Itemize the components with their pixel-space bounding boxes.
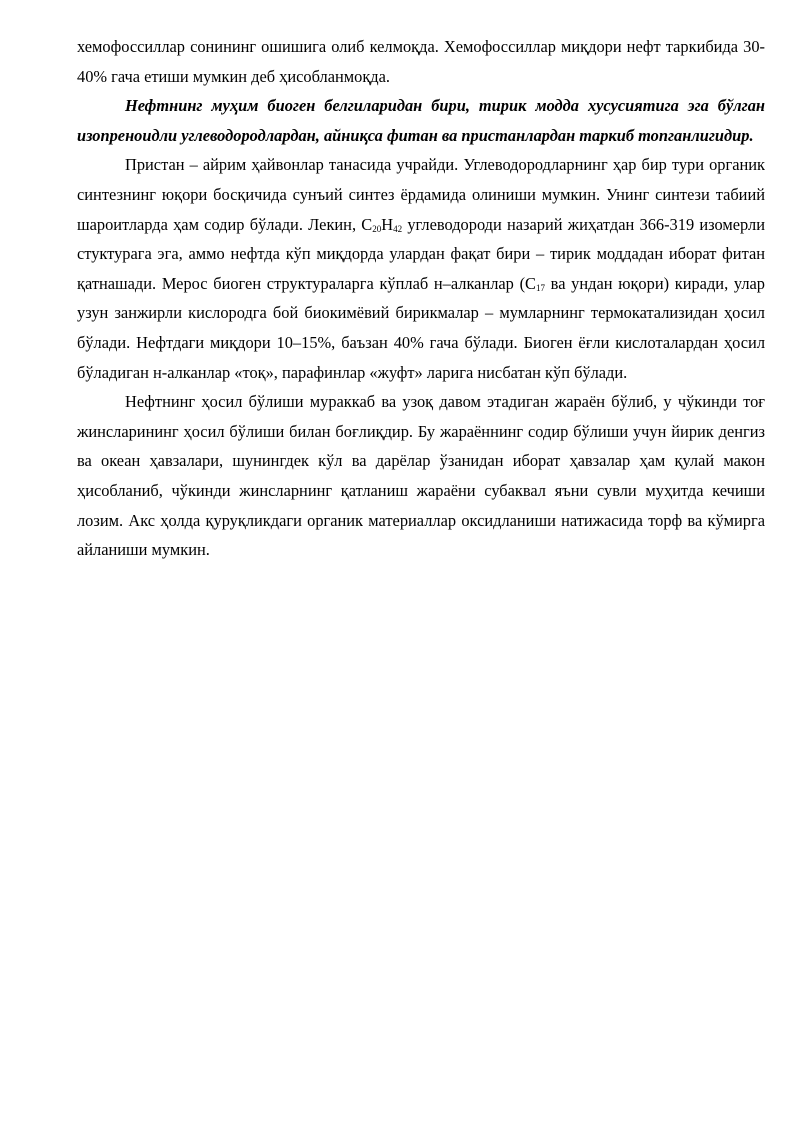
paragraph-3-part-1: Пристан – айрим ҳайвонлар танасида учрайди. Углеводородларнинг ҳар бир тури органик синтезнинг юқори босқичида сунъий синтез ёрдамида олиниши мумкин. Унинг синтези табиий шароитларда ҳам содир бўлади. Лекин, C <box>77 155 765 234</box>
paragraph-4: Нефтнинг ҳосил бўлиши мураккаб ва узоқ давом этадиган жараён бўлиб, у чўкинди тоғ жинсларининг ҳосил бўлиши билан боғлиқдир. Бу жараённинг содир бўлиши учун йирик денгиз ва океан ҳавзалари, шунингдек кўл ва дарёлар ўзанидан иборат ҳавзалар ҳам қулай макон ҳисобланиб, чўкинди жинсларнинг қатланиш жараёни субаквал яъни сувли муҳитда кечиши лозим. Акс ҳолда қуруқликдаги органик материаллар оксидланиши натижасида торф ва кўмирга айланиши мумкин. <box>77 392 765 560</box>
paragraph-2-emphasis: Нефтнинг муҳим биоген белгиларидан бири, тирик модда хусусиятига эга бўлган изопреноидли углеводородлардан, айниқса фитан ва пристанлардан таркиб топганлигидир. <box>77 96 765 145</box>
paragraph-3-part-4: ва ундан юқори) киради, улар узун занжирли кислородга бой биокимёвий бирикмалар – мумларнинг термокатализидан ҳосил бўлади. Нефтдаги миқдори 10–15%, баъзан 40% гача бўлади. Биоген ёғли кислоталардан ҳосил бўладиган н-алканлар «тоқ», парафинлар «жуфт» ларига нисбатан кўп бўлади. <box>77 273 765 382</box>
paragraph-3-part-3: углеводороди назарий жиҳатдан 366-319 изомерли стуктурага эга, аммо нефтда кўп миқдорда улардан фақат бири – тирик моддадан иборат фитан қатнашади. Мерос биоген структураларга кўплаб н–алканлар (С <box>77 214 765 293</box>
body-text <box>77 32 765 565</box>
subscript-17: 17 <box>535 282 545 293</box>
subscript-42: 42 <box>393 223 403 234</box>
paragraph-3 <box>77 150 765 387</box>
paragraph-3-part-2: H <box>381 214 394 234</box>
subscript-20: 20 <box>372 223 382 234</box>
paragraph-1: хемофоссиллар сонининг ошишига олиб келмоқда. Хемофоссиллар миқдори нефт таркибида 30-40% гача етиши мумкин деб ҳисобланмоқда. <box>77 37 765 86</box>
